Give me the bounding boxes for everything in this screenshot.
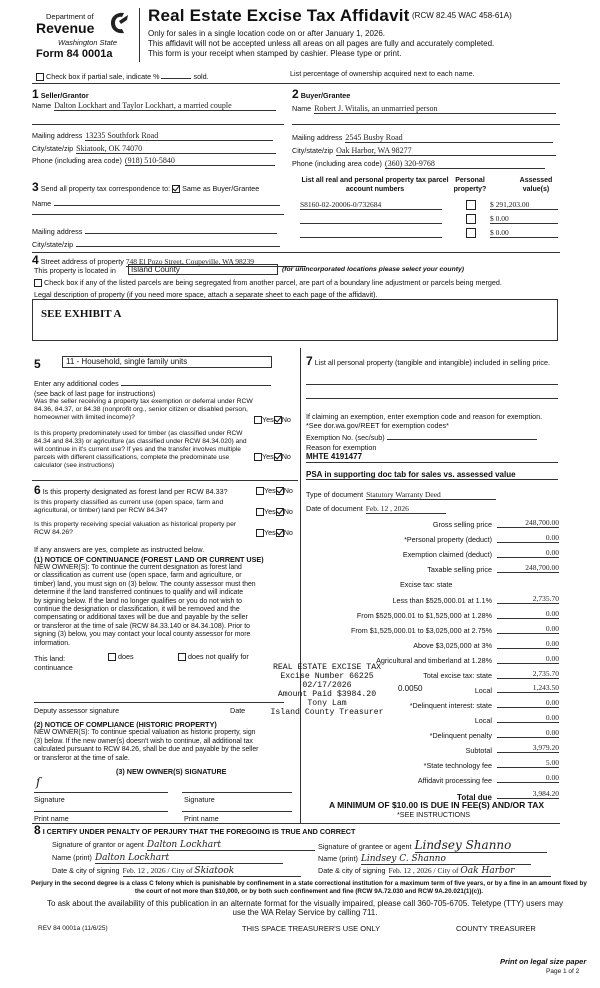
certification-text: I CERTIFY UNDER PENALTY OF PERJURY THAT THE FOREGOING IS TRUE AND CORRECT [42,827,356,836]
does-not-checkbox[interactable] [178,653,186,661]
rcw-reference: (RCW 82.45 WAC 458-61A) [412,11,512,20]
treasurer-use-label: THIS SPACE TREASURER'S USE ONLY [242,924,381,933]
current-use-yes-checkbox[interactable] [256,508,264,516]
county-treasurer-label: COUNTY TREASURER [456,924,536,933]
current-use-no-checkbox[interactable] [276,508,284,516]
personal-col-header: Personal property? [453,177,487,193]
parcel-col-header: List all real and personal property tax parcel account numbers [301,177,449,193]
q2-no-checkbox[interactable] [274,453,282,461]
seller-name-field[interactable]: Dalton Lockhart and Taylor Lockhart, a married couple [54,101,276,111]
new-owner-sig-heading: (3) NEW OWNER(S) SIGNATURE [116,767,227,776]
notice-compliance-heading: (2) NOTICE OF COMPLIANCE (HISTORIC PROPERTY) [34,720,217,729]
new-owner-signature-mark: ſ [36,775,41,789]
segregated-checkbox[interactable] [34,279,42,287]
revenue-text: Revenue [36,20,95,36]
personal-checkbox-1[interactable] [466,200,476,210]
q2-yes-checkbox[interactable] [254,453,262,461]
parcel-number-1[interactable]: S8160-02-20006-0/732684 [300,200,442,210]
seller-heading: Seller/Grantor [40,91,89,100]
seller-phone-field[interactable]: (918) 510-5840 [125,156,275,166]
grantor-date-city[interactable]: Feb. 12 , 2026 / City of Skiatook [123,866,301,877]
header-note-3: This form is your receipt when stamped by cashier. Please type or print. [148,49,402,58]
sec7-label: List all personal property (tangible and intangible) included in selling price. [314,358,551,367]
partial-sale-checkbox[interactable] [36,73,44,81]
legal-description-box[interactable] [32,299,558,341]
additional-codes-field[interactable] [121,378,271,386]
buyer-mail-field[interactable]: 2545 Busby Road [345,133,553,143]
buyer-city-field[interactable]: Oak Harbor, WA 98277 [336,146,556,156]
assessed-value-1[interactable]: $ 291,203.00 [490,200,558,210]
treasurer-receipt-stamp: REAL ESTATE EXCISE TAX Excise Number 66225 02/17/2026 Amount Paid $3984.20 Tony Lam Island County Treasurer [270,663,384,717]
header-note-1: Only for sales in a single location code on or after January 1, 2026. [148,29,386,38]
county-note: (for unincorporated locations please select your county) [282,266,465,273]
gross-selling-price[interactable]: 248,700.00 [497,518,559,528]
dept-text: Department of [46,12,94,21]
q1-yes-checkbox[interactable] [254,416,262,424]
sec5-q2: Is this property predominately used for timber (as classified under RCW 84.34 and 84.33) or agriculture (as classified under RCW 84.34.020) and will continue in it's current use? If yes and the transfer involves multiple parcels with different classifications, complete the predominate use calculator (see instructions) [34,430,247,469]
form-number: Form 84 0001a [36,48,113,60]
sec3-city-field[interactable] [76,239,280,247]
grantor-signature[interactable]: Dalton Lockhart [147,840,315,851]
notice-continuance-text: NEW OWNER(S): To continue the current designation as forest land or classification as current use (open space, farm and agriculture, or timber) land, you must sign on (3) below. The county assessor must then determine if the land transferred continues to qualify and will indicate by signing below. If the land no longer qualifies or you do not wish to continue the designation or classification, it will be removed and the compensating or additional taxes will be due and payable by the seller or transferor at the time of sale (RCW 84.33.140 or 84.34.108). Prior to signing (3) below, you may contact your local county assessor for more information. [34,564,256,647]
same-as-buyer-checkbox[interactable] [172,185,180,193]
legal-description-value: SEE EXHIBIT A [41,308,122,320]
forest-yes-checkbox[interactable] [256,487,264,495]
taxable-selling-price[interactable]: 248,700.00 [497,563,559,573]
wa-state-logo-icon [108,11,130,35]
q1-no-checkbox[interactable] [274,416,282,424]
buyer-name-field[interactable]: Robert J. Witalis, an unmarried person [314,104,556,114]
exemption-no-field[interactable] [387,432,537,440]
county-select[interactable]: Island County [128,264,278,275]
seller-city-field[interactable]: Skiatook, OK 74070 [76,144,276,154]
assessed-value-2[interactable]: $ 0.00 [490,214,558,224]
forest-no-checkbox[interactable] [276,487,284,495]
personal-checkbox-3[interactable] [466,228,476,238]
assessed-col-header: Assessed value(s) [519,177,553,193]
grantee-print-name[interactable]: Lindsey C. Shanno [361,854,531,865]
page-number: Page 1 of 2 [546,968,580,975]
grantee-signature[interactable]: Lindsey Shanno [415,838,547,853]
street-address-field[interactable]: 748 El Pozo Street, Coupeville, WA 98239 [126,257,306,267]
personal-checkbox-2[interactable] [466,214,476,224]
minimum-fee-note: A MINIMUM OF $10.00 IS DUE IN FEE(S) AND/OR TAX [329,800,545,810]
sec3-mail-field[interactable] [85,226,277,234]
alternate-format-note: To ask about the availability of this publication in an alternate format for the visually impaired, please call 360-705-6705. Teletype (TTY) users may use the WA Relay Service by calling 711. [46,899,564,917]
notice-continuance-heading: (1) NOTICE OF CONTINUANCE (FOREST LAND OR CURRENT USE) [34,555,264,564]
psa-note: PSA in supporting doc tab for sales vs. assessed value [306,470,558,480]
buyer-heading: Buyer/Grantee [300,91,351,100]
form-title: Real Estate Excise Tax Affidavit [148,6,410,25]
grantee-date-city[interactable]: Feb. 12 , 2026 / City of Oak Harbor [389,866,551,877]
print-legal-note: Print on legal size paper [500,957,587,966]
partial-sale-row: Check box if partial sale, indicate % sold. [36,72,209,81]
perjury-notice: Perjury in the second degree is a class C felony which is punishable by confinement in a state correctional institution for a maximum term of five years, or by a fine in an amount fixed by the court of not more than $10,000, or by both such confinement and fine (RCW 9A.72.030 and RCW 9A.20.021(1)(c)). [31,880,587,895]
historic-yes-checkbox[interactable] [256,529,264,537]
exemption-reason-value[interactable]: MHTE 4191477 [306,452,363,461]
grantor-print-name[interactable]: Dalton Lockhart [95,853,283,864]
header-note-2: This affidavit will not be accepted unless all areas on all pages are fully and accurately completed. [148,39,495,48]
assessed-value-3[interactable]: $ 0.00 [490,228,558,238]
form-revision: REV 84 0001a (11/6/25) [38,925,108,932]
sec3-name-field[interactable] [54,198,280,206]
doc-type-field[interactable]: Statutory Warranty Deed [366,490,496,500]
legal-desc-label: Legal description of property (if you need more space, attach a separate sheet to each page of the affidavit). [34,290,378,299]
parcel-number-2[interactable] [300,214,442,224]
state-text: Washington State [58,38,118,47]
sec5-q1: Was the seller receiving a property tax exemption or deferral under RCW 84.36, 84.37, or 84.38 (nonprofit org., senior citizen or disabled person, homeowner with limited income)? [34,398,253,421]
ownership-note: List percentage of ownership acquired next to each name. [290,69,475,78]
historic-no-checkbox[interactable] [276,529,284,537]
seller-mail-field[interactable]: 13235 Southfork Road [85,131,273,141]
use-code-select[interactable]: 11 - Household, single family units [62,356,272,368]
buyer-phone-field[interactable]: (360) 320-9768 [385,159,545,169]
doc-date-field[interactable]: Feb. 12 , 2026 [366,504,446,514]
total-due[interactable]: 3,984.20 [497,789,559,799]
does-checkbox[interactable] [108,653,116,661]
parcel-number-3[interactable] [300,228,442,238]
